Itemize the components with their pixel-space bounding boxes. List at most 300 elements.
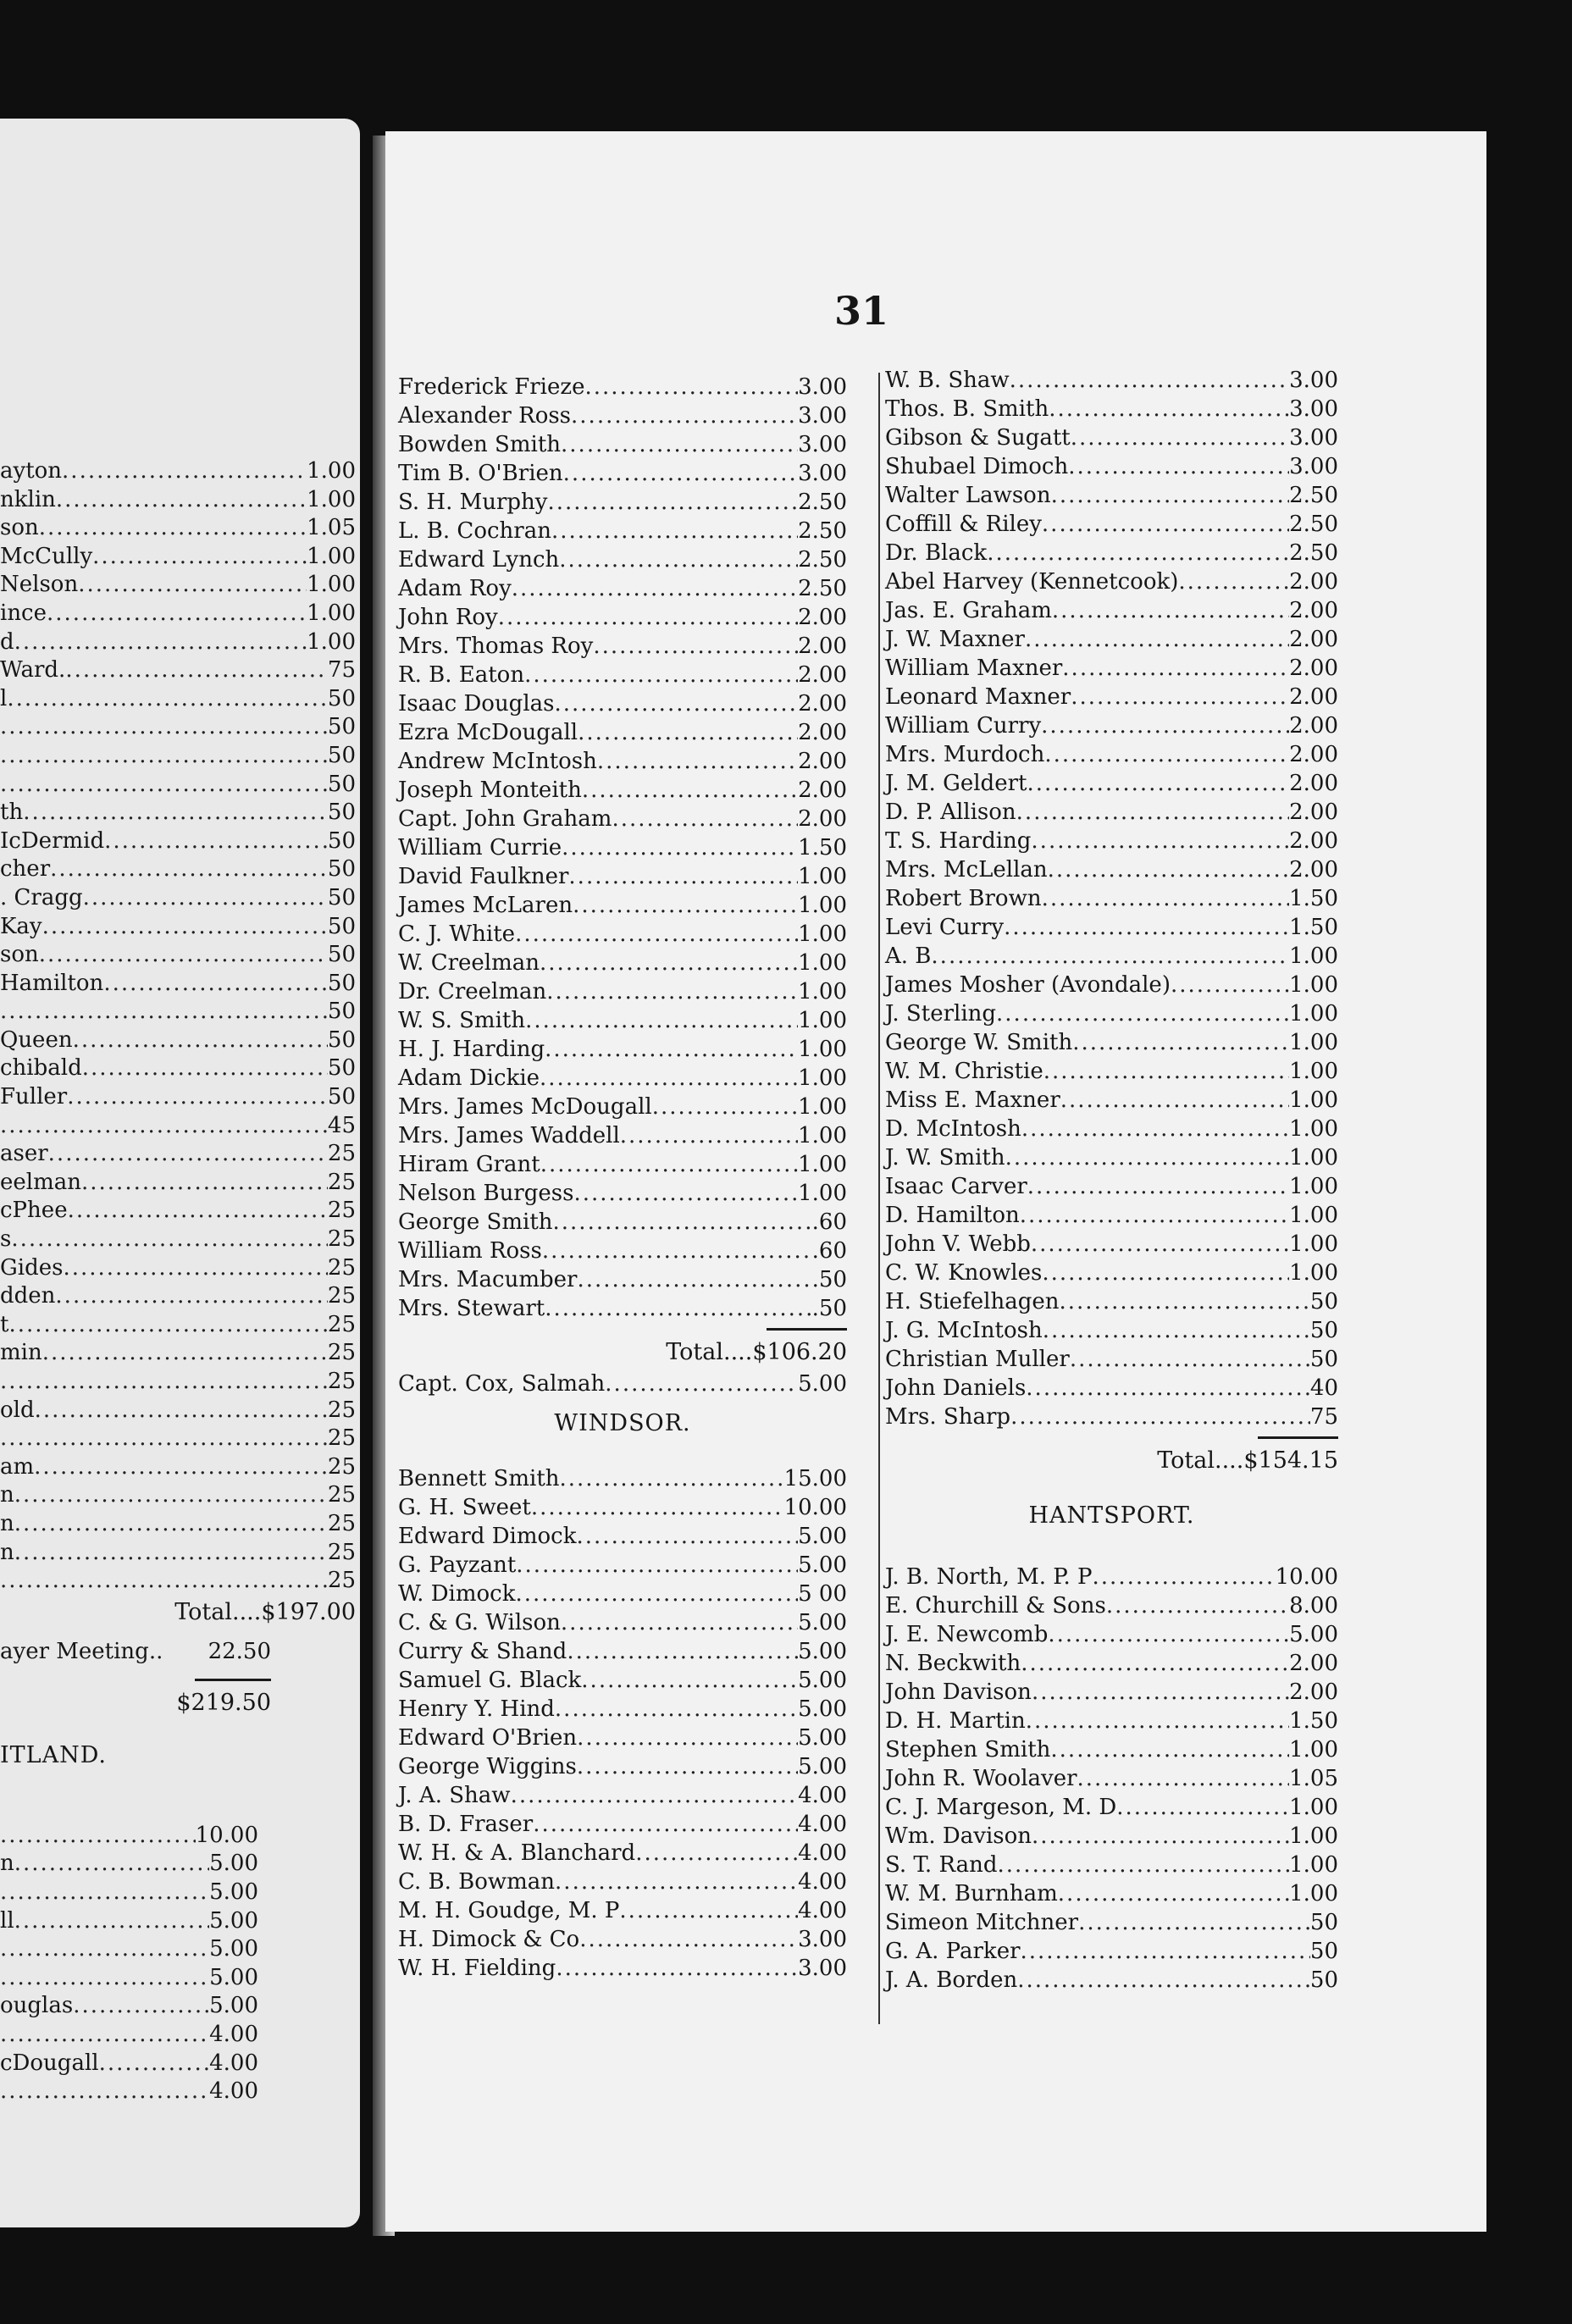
leader-dots (1020, 1201, 1289, 1230)
contribution-amount: 75 (1309, 1404, 1338, 1430)
contributor-name: Mrs. James Waddell (398, 1123, 620, 1148)
list-item (398, 718, 847, 747)
list-item (885, 395, 1338, 423)
contribution-amount: 50 (327, 1055, 356, 1082)
contributor-name: ayton (0, 458, 63, 484)
contribution-amount: 5.00 (209, 1907, 258, 1934)
contributor-name: th (0, 800, 24, 826)
list-item (885, 1678, 1338, 1707)
list-item (0, 970, 356, 999)
list-item (398, 430, 847, 459)
leader-dots (82, 1054, 328, 1083)
list-item (398, 1781, 847, 1810)
contributor-name: n (0, 1510, 14, 1536)
contribution-amount: 50 (1309, 1939, 1338, 1964)
contribution-amount: 3.00 (798, 432, 847, 457)
contribution-amount: 10.00 (1275, 1564, 1338, 1590)
contribution-amount: 2.00 (1289, 771, 1338, 796)
leader-dots (533, 1810, 798, 1839)
contributor-name: H. Stiefelhagen (885, 1289, 1060, 1314)
contribution-amount: 10.00 (783, 1495, 847, 1520)
leader-dots (1027, 1172, 1289, 1201)
list-item (0, 1935, 356, 1964)
leader-dots (14, 1510, 328, 1539)
contributor-name: Isaac Douglas (398, 691, 555, 717)
contribution-amount: 45 (327, 1112, 356, 1138)
contributor-name: Nelson Burgess (398, 1181, 574, 1206)
contributor-name: Nelson (0, 572, 79, 598)
leader-dots (99, 2050, 210, 2078)
list-item (0, 1368, 356, 1397)
contribution-amount: 4.00 (209, 2078, 258, 2105)
contribution-amount: 25 (327, 1283, 356, 1309)
list-item (398, 1006, 847, 1035)
leader-dots (0, 1935, 209, 1964)
contribution-amount: 1.00 (1289, 1001, 1338, 1026)
list-item (885, 1287, 1338, 1316)
leader-dots (511, 1781, 799, 1810)
contributor-name: d (0, 628, 14, 655)
contribution-amount: 3.00 (798, 461, 847, 486)
contribution-amount: 1.00 (798, 1123, 847, 1148)
contributor-name: Mrs. Thomas Roy (398, 634, 594, 659)
contributor-name: Simeon Mitchner (885, 1910, 1079, 1935)
list-item (398, 1868, 847, 1896)
list-item (398, 459, 847, 488)
contributor-name: Hamilton (0, 970, 104, 996)
contribution-amount: 1.00 (307, 486, 356, 512)
list-item (885, 481, 1338, 510)
contribution-amount: 8.00 (1289, 1593, 1338, 1618)
list-item (0, 685, 356, 714)
contributor-name: J. B. North, M. P. P (885, 1564, 1093, 1590)
list-item (885, 855, 1338, 884)
list-item (885, 625, 1338, 654)
leader-dots (23, 799, 328, 827)
leader-dots (47, 600, 307, 628)
contributor-name: Dr. Black (885, 540, 988, 566)
leader-dots (577, 1752, 798, 1781)
contribution-amount: 50 (327, 970, 356, 996)
contribution-amount: 1.00 (1289, 1795, 1338, 1820)
contribution-amount: 5 00 (798, 1581, 847, 1607)
contributor-name: Adam Roy (398, 576, 512, 601)
contributor-name: C. J. White (398, 921, 516, 947)
contributor-name: William Curry (885, 713, 1042, 739)
leader-dots (56, 486, 307, 515)
contribution-amount: 1.00 (798, 921, 847, 947)
contribution-amount: .50 (811, 1296, 847, 1321)
list-item (0, 1539, 356, 1568)
leader-dots (39, 514, 307, 543)
contributor-name: Bennett Smith (398, 1466, 560, 1491)
contribution-amount: 5.00 (209, 1936, 258, 1962)
leader-dots (1005, 1143, 1289, 1172)
leader-dots (67, 1083, 328, 1112)
list-item (885, 1707, 1338, 1735)
contributor-name: cher (0, 856, 51, 883)
contributor-name: W. S. Smith (398, 1008, 526, 1033)
leader-dots (612, 805, 798, 833)
contribution-amount: 1.00 (307, 572, 356, 598)
list-item (398, 1666, 847, 1695)
list-item (0, 1140, 356, 1169)
list-item (398, 1522, 847, 1551)
leader-dots (1060, 1287, 1310, 1316)
contributor-name: Mrs. Macumber (398, 1267, 578, 1292)
leader-dots (553, 1208, 812, 1237)
contributor-name: G. Payzant (398, 1552, 517, 1578)
contributor-name: J. A. Borden (885, 1967, 1018, 1993)
list-item (0, 628, 356, 657)
contribution-amount: 25 (327, 1169, 356, 1195)
contributor-name: McCully (0, 543, 93, 569)
list-item (885, 1735, 1338, 1764)
contributor-name: Thos. B. Smith (885, 396, 1049, 422)
leader-dots (8, 1311, 327, 1340)
contributor-name: David Faulkner (398, 864, 569, 889)
contributor-name: Mrs. Murdoch (885, 742, 1045, 767)
contribution-amount: 2.50 (798, 576, 847, 601)
contributor-name: Isaac Carver (885, 1174, 1027, 1199)
contribution-amount: 2.00 (798, 806, 847, 832)
list-item (398, 1810, 847, 1839)
contributor-name: ll (0, 1907, 14, 1934)
contribution-amount: 2.00 (1289, 656, 1338, 681)
contribution-amount: 50 (327, 1084, 356, 1110)
list-item (398, 891, 847, 920)
list-item (885, 1649, 1338, 1678)
contribution-amount: 25 (327, 1369, 356, 1394)
contribution-amount: 2.00 (798, 662, 847, 688)
list-item (0, 2021, 356, 2050)
contribution-amount: 5.00 (209, 1964, 258, 1990)
contribution-amount: 3.00 (798, 403, 847, 429)
contribution-amount: 5.00 (798, 1639, 847, 1664)
middle-column (398, 373, 847, 1983)
contribution-amount: 1.00 (798, 864, 847, 889)
list-item (398, 517, 847, 545)
contributor-name: Edward Dimock (398, 1524, 577, 1549)
contributor-name: John R. Woolaver (885, 1766, 1077, 1791)
contributor-name: James McLaren (398, 893, 573, 918)
leader-dots (561, 430, 798, 459)
list-item (398, 574, 847, 603)
prayer-meeting-row (0, 1630, 356, 1674)
contributor-name: aser (0, 1141, 48, 1167)
contributor-name: T. S. Harding (885, 828, 1032, 854)
leader-dots (7, 685, 328, 714)
contribution-amount: 25 (327, 1340, 356, 1366)
leader-dots (0, 1879, 209, 1907)
contribution-amount: 25 (327, 1482, 356, 1508)
list-item (398, 1265, 847, 1294)
contribution-amount: 1.00 (1289, 1260, 1338, 1286)
list-item (0, 543, 356, 572)
contributor-name: n (0, 1851, 14, 1877)
contribution-amount: 1.05 (307, 515, 356, 541)
leader-dots (50, 855, 328, 884)
contribution-amount: 2.00 (1289, 598, 1338, 623)
contribution-amount: 1.00 (1289, 1203, 1338, 1228)
list-item (885, 1230, 1338, 1259)
list-item (398, 603, 847, 632)
contributor-name: Frederick Frieze (398, 374, 585, 400)
column-divider (878, 373, 880, 2024)
leader-dots (35, 1397, 328, 1425)
list-item (0, 1282, 356, 1311)
leader-dots (987, 539, 1289, 567)
leader-dots (1070, 1345, 1310, 1374)
contributor-name: s (0, 1226, 12, 1253)
leader-dots (1071, 423, 1289, 452)
leader-dots (1021, 1649, 1289, 1678)
list-item (0, 571, 356, 600)
contributor-name: Curry & Shand (398, 1639, 567, 1664)
contributor-name: min (0, 1340, 42, 1366)
contributor-name: old (0, 1397, 35, 1423)
list-item (398, 1608, 847, 1637)
list-item (0, 1907, 356, 1936)
list-item (398, 1150, 847, 1179)
contributor-name: Fuller (0, 1084, 68, 1110)
leader-dots (516, 1551, 798, 1580)
leader-dots (1031, 827, 1289, 855)
leader-dots (14, 1850, 209, 1879)
list-item (885, 913, 1338, 942)
leader-dots (78, 571, 307, 600)
leader-dots (579, 1925, 798, 1954)
contribution-amount: 2.50 (1289, 483, 1338, 508)
contribution-amount: 2.00 (1289, 800, 1338, 825)
contribution-amount: 4.00 (209, 2050, 258, 2076)
contribution-amount: 15.00 (783, 1466, 847, 1491)
contribution-amount: 1.00 (307, 543, 356, 569)
right-column (885, 366, 1338, 1995)
leader-dots (14, 1539, 328, 1568)
list-item (0, 1026, 356, 1055)
page-number: 31 (834, 288, 889, 334)
contribution-amount: 25 (327, 1141, 356, 1167)
list-item (885, 711, 1338, 740)
section-heading-hantsport: HANTSPORT. (1028, 1502, 1195, 1529)
list-item (398, 747, 847, 776)
contribution-amount: 50 (327, 942, 356, 968)
list-item (0, 799, 356, 827)
list-item (0, 1964, 356, 1993)
list-item (0, 998, 356, 1026)
leader-dots (556, 1954, 798, 1983)
total-label: Total....$154.15 (1157, 1447, 1338, 1474)
leader-dots (619, 1896, 798, 1925)
contribution-amount: 50 (327, 884, 356, 910)
contributor-name: l (0, 685, 8, 711)
leader-dots (1068, 452, 1289, 481)
contributor-name: Dr. Creelman (398, 979, 547, 1004)
contribution-amount: 3.00 (1289, 454, 1338, 479)
prayer-meeting-amount: 22.50 (208, 1638, 271, 1664)
list-item (885, 1259, 1338, 1287)
contribution-amount: 1.00 (1289, 1116, 1338, 1142)
contribution-amount: 50 (327, 714, 356, 740)
contributor-name: William Maxner (885, 656, 1063, 681)
list-item (398, 1093, 847, 1121)
contributor-name: J. A. Shaw (398, 1783, 511, 1808)
contributor-name: John V. Webb (885, 1231, 1031, 1257)
contributor-name: H. J. Harding (398, 1037, 545, 1062)
contribution-amount: 1.00 (307, 628, 356, 655)
leader-dots (1021, 1937, 1310, 1966)
contributor-name: L. B. Cochran (398, 518, 551, 544)
contributor-name: eelman (0, 1169, 81, 1195)
contributor-name: Leonard Maxner (885, 684, 1071, 710)
contribution-amount: 5.00 (209, 1879, 258, 1905)
contribution-amount: .60 (811, 1209, 847, 1235)
section-heading-windsor: WINDSOR. (554, 1410, 691, 1436)
contribution-amount: 50 (327, 856, 356, 883)
leader-dots (1017, 1966, 1310, 1995)
list-item (885, 1966, 1338, 1995)
contribution-amount: 2.00 (798, 749, 847, 774)
leader-dots (540, 1150, 798, 1179)
contribution-amount: 2.00 (798, 777, 847, 803)
list-item (398, 1896, 847, 1925)
leader-dots (548, 488, 799, 517)
list-item (0, 884, 356, 913)
contribution-amount: 4.00 (209, 2021, 258, 2047)
leader-dots (14, 1907, 209, 1936)
list-item (0, 1311, 356, 1340)
contribution-amount: 25 (327, 1568, 356, 1594)
contribution-amount: 2.00 (1289, 1651, 1338, 1676)
contributor-name: Walter Lawson (885, 483, 1051, 508)
contributor-name: William Ross (398, 1238, 542, 1264)
contribution-amount: 1.00 (798, 1008, 847, 1033)
leader-dots (0, 1112, 328, 1141)
leader-dots (1025, 625, 1289, 654)
contribution-amount: 2.50 (1289, 540, 1338, 566)
list-item (0, 1822, 356, 1851)
leader-dots (42, 1339, 328, 1368)
list-item (398, 1121, 847, 1150)
prayer-meeting-label: ayer Meeting.. (0, 1638, 163, 1664)
leader-dots (1051, 481, 1290, 510)
list-item (885, 1908, 1338, 1937)
leader-dots (1171, 971, 1289, 999)
leader-dots (1016, 798, 1289, 827)
contribution-amount: 2.00 (1289, 1679, 1338, 1705)
contributor-name: E. Churchill & Sons (885, 1593, 1106, 1618)
list-item (0, 656, 356, 685)
leader-dots (83, 884, 328, 913)
contribution-amount: .50 (811, 1267, 847, 1292)
leader-dots (577, 1724, 798, 1752)
leader-dots (1071, 683, 1289, 711)
list-item (398, 1752, 847, 1781)
list-item (398, 1839, 847, 1868)
leader-dots (0, 2078, 209, 2106)
contribution-amount: 5.00 (798, 1610, 847, 1635)
list-item (0, 1453, 356, 1482)
contribution-amount: 5.00 (798, 1371, 847, 1397)
leader-dots (605, 1370, 798, 1398)
list-item (885, 1201, 1338, 1230)
leader-dots (560, 1464, 784, 1493)
contribution-amount: 1.00 (1289, 1059, 1338, 1084)
contributor-name: W. H. Fielding (398, 1956, 556, 1981)
list-item (398, 488, 847, 517)
list-item (398, 1724, 847, 1752)
list-item (398, 1954, 847, 1983)
contributor-name: N. Beckwith (885, 1651, 1021, 1676)
leader-dots (63, 1254, 327, 1283)
contributor-name: Queen (0, 1026, 73, 1053)
leader-dots (1077, 1764, 1290, 1793)
total-label: Total....$106.20 (666, 1339, 847, 1365)
section-heading: ITLAND. (0, 1741, 107, 1768)
contributor-name: G. A. Parker (885, 1939, 1021, 1964)
leader-dots (1043, 1316, 1310, 1345)
contributor-name: son (0, 942, 39, 968)
leader-dots (563, 459, 798, 488)
contributor-name: nklin (0, 486, 56, 512)
list-item (398, 1294, 847, 1323)
contributor-name: James Mosher (Avondale) (885, 972, 1171, 998)
contribution-amount: 3.00 (798, 1927, 847, 1952)
contribution-amount: 50 (327, 827, 356, 854)
list-item (398, 949, 847, 977)
contribution-amount: 25 (327, 1425, 356, 1452)
leader-dots (1093, 1563, 1276, 1591)
leader-dots (1010, 366, 1289, 395)
contributor-name: dden (0, 1283, 56, 1309)
leader-dots (577, 1522, 799, 1551)
contribution-amount: 2.00 (1289, 828, 1338, 854)
leader-dots (1062, 654, 1289, 683)
list-item (0, 1112, 356, 1141)
leader-dots (1116, 1793, 1289, 1822)
contribution-amount: 2.00 (1289, 627, 1338, 652)
leader-dots (0, 998, 328, 1026)
leader-dots (1050, 1735, 1289, 1764)
contribution-amount: 1.00 (1289, 1823, 1338, 1849)
contribution-amount: 1.00 (1289, 1174, 1338, 1199)
contributor-name: n (0, 1482, 14, 1508)
leader-dots (11, 1226, 328, 1254)
contribution-amount: 1.00 (307, 600, 356, 626)
contribution-amount: 1.00 (1289, 1737, 1338, 1762)
contributor-name: John Daniels (885, 1375, 1027, 1401)
contribution-amount: 25 (327, 1539, 356, 1565)
leader-dots (55, 1282, 327, 1311)
leader-dots (512, 574, 798, 603)
contributor-name: J. M. Geldert (885, 771, 1027, 796)
leader-dots (1060, 1086, 1289, 1115)
leader-dots (597, 747, 798, 776)
leader-dots (1048, 855, 1289, 884)
list-item (885, 1374, 1338, 1403)
list-item (0, 1481, 356, 1510)
contribution-amount: 2.00 (798, 691, 847, 717)
leader-dots (540, 949, 798, 977)
contribution-amount: 2.50 (798, 518, 847, 544)
list-item (0, 941, 356, 970)
contributor-name: Capt. Cox, Salmah (398, 1371, 606, 1397)
contributor-name: William Currie (398, 835, 562, 860)
contribution-amount: 50 (327, 1026, 356, 1053)
list-item (0, 1397, 356, 1425)
contributor-name: George Smith (398, 1209, 553, 1235)
